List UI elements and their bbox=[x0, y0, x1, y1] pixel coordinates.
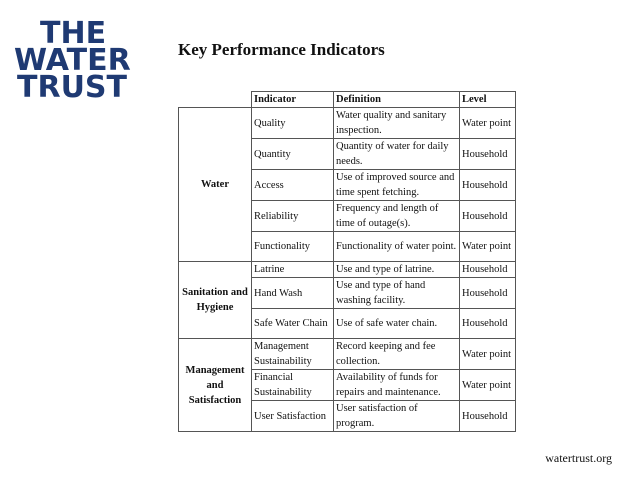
indicator-cell: Management Sustainability bbox=[252, 339, 334, 370]
indicator-cell: Quantity bbox=[252, 139, 334, 170]
definition-cell: Availability of funds for repairs and maintenance. bbox=[334, 370, 460, 401]
category-cell: Sanitation and Hygiene bbox=[179, 262, 252, 339]
table-row bbox=[179, 262, 516, 278]
level-cell: Water point bbox=[460, 339, 516, 370]
header-level: Level bbox=[460, 92, 516, 108]
indicator-cell: Reliability bbox=[252, 201, 334, 232]
indicator-cell: Latrine bbox=[252, 262, 334, 278]
logo-line-3: TRUST bbox=[17, 70, 127, 105]
indicator-cell: User Satisfaction bbox=[252, 401, 334, 432]
definition-cell: Record keeping and fee collection. bbox=[334, 339, 460, 370]
footer-url: watertrust.org bbox=[545, 451, 612, 465]
table-row bbox=[179, 108, 516, 139]
table-row bbox=[179, 339, 516, 370]
level-cell: Household bbox=[460, 262, 516, 278]
indicator-cell: Financial Sustainability bbox=[252, 370, 334, 401]
indicator-cell: Quality bbox=[252, 108, 334, 139]
kpi-table bbox=[178, 91, 516, 432]
indicator-cell: Hand Wash bbox=[252, 278, 334, 309]
definition-cell: Frequency and length of time of outage(s). bbox=[334, 201, 460, 232]
definition-cell: Use and type of latrine. bbox=[334, 262, 460, 278]
level-cell: Water point bbox=[460, 232, 516, 262]
header-definition: Definition bbox=[334, 92, 460, 108]
level-cell: Household bbox=[460, 401, 516, 432]
definition-cell: Use of safe water chain. bbox=[334, 309, 460, 339]
level-cell: Household bbox=[460, 278, 516, 309]
definition-cell: User satisfaction of program. bbox=[334, 401, 460, 432]
level-cell: Household bbox=[460, 139, 516, 170]
category-cell: Water bbox=[179, 108, 252, 262]
level-cell: Water point bbox=[460, 108, 516, 139]
logo-line-1: THE bbox=[40, 16, 107, 51]
indicator-cell: Access bbox=[252, 170, 334, 201]
table-header-row bbox=[179, 92, 516, 108]
definition-cell: Quantity of water for daily needs. bbox=[334, 139, 460, 170]
definition-cell: Water quality and sanitary inspection. bbox=[334, 108, 460, 139]
category-cell: Management and Satisfaction bbox=[179, 339, 252, 432]
indicator-cell: Functionality bbox=[252, 232, 334, 262]
indicator-cell: Safe Water Chain bbox=[252, 309, 334, 339]
header-indicator: Indicator bbox=[252, 92, 334, 108]
definition-cell: Use of improved source and time spent fetching. bbox=[334, 170, 460, 201]
header-blank-cell bbox=[179, 92, 252, 108]
level-cell: Water point bbox=[460, 370, 516, 401]
level-cell: Household bbox=[460, 201, 516, 232]
definition-cell: Functionality of water point. bbox=[334, 232, 460, 262]
definition-cell: Use and type of hand washing facility. bbox=[334, 278, 460, 309]
water-trust-logo bbox=[14, 16, 136, 105]
level-cell: Household bbox=[460, 309, 516, 339]
page-title: Key Performance Indicators bbox=[178, 40, 385, 59]
level-cell: Household bbox=[460, 170, 516, 201]
logo-line-2: WATER bbox=[14, 43, 131, 78]
